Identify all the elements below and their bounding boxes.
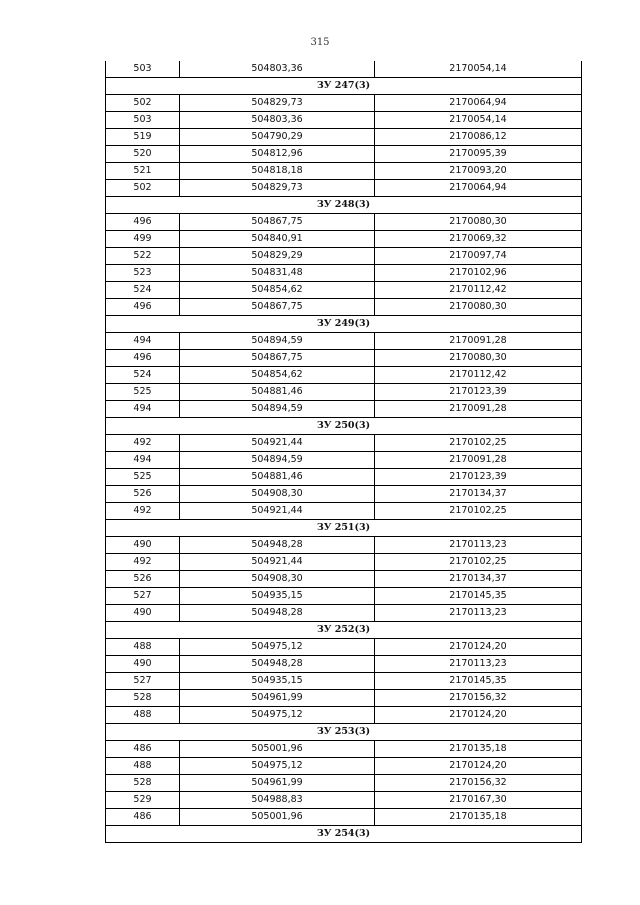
section-title: ЗУ 254(3) [106, 826, 582, 843]
point-number-cell: 488 [106, 707, 180, 724]
point-number-cell: 492 [106, 503, 180, 520]
table-row [106, 758, 582, 775]
x-coordinate-cell: 505001,96 [180, 741, 375, 758]
point-number-cell: 526 [106, 486, 180, 503]
y-coordinate-cell: 2170135,18 [375, 741, 582, 758]
x-coordinate-cell: 504921,44 [180, 435, 375, 452]
point-number-cell: 521 [106, 163, 180, 180]
point-number-cell: 526 [106, 571, 180, 588]
page-number: 315 [310, 37, 330, 48]
point-number-cell: 519 [106, 129, 180, 146]
x-coordinate-cell: 505001,96 [180, 809, 375, 826]
point-number-cell: 523 [106, 265, 180, 282]
table-row [106, 95, 582, 112]
x-coordinate-cell: 504803,36 [180, 61, 375, 78]
table-row [106, 639, 582, 656]
y-coordinate-cell: 2170102,25 [375, 435, 582, 452]
table-row [106, 265, 582, 282]
y-coordinate-cell: 2170112,42 [375, 367, 582, 384]
y-coordinate-cell: 2170123,39 [375, 469, 582, 486]
table-row [106, 163, 582, 180]
x-coordinate-cell: 504908,30 [180, 486, 375, 503]
y-coordinate-cell: 2170102,25 [375, 503, 582, 520]
x-coordinate-cell: 504988,83 [180, 792, 375, 809]
table-row [106, 435, 582, 452]
y-coordinate-cell: 2170093,20 [375, 163, 582, 180]
y-coordinate-cell: 2170054,14 [375, 112, 582, 129]
x-coordinate-cell: 504829,73 [180, 95, 375, 112]
x-coordinate-cell: 504818,18 [180, 163, 375, 180]
x-coordinate-cell: 504935,15 [180, 673, 375, 690]
point-number-cell: 527 [106, 588, 180, 605]
section-header-row [106, 316, 582, 333]
y-coordinate-cell: 2170064,94 [375, 95, 582, 112]
point-number-cell: 502 [106, 95, 180, 112]
section-title: ЗУ 247(3) [106, 78, 582, 95]
table-row [106, 571, 582, 588]
section-header-row [106, 826, 582, 843]
y-coordinate-cell: 2170156,32 [375, 775, 582, 792]
table-row [106, 503, 582, 520]
y-coordinate-cell: 2170091,28 [375, 401, 582, 418]
table-row [106, 452, 582, 469]
y-coordinate-cell: 2170102,25 [375, 554, 582, 571]
point-number-cell: 502 [106, 180, 180, 197]
table-row [106, 486, 582, 503]
table-row [106, 588, 582, 605]
x-coordinate-cell: 504961,99 [180, 775, 375, 792]
x-coordinate-cell: 504975,12 [180, 758, 375, 775]
y-coordinate-cell: 2170069,32 [375, 231, 582, 248]
point-number-cell: 499 [106, 231, 180, 248]
point-number-cell: 494 [106, 333, 180, 350]
x-coordinate-cell: 504948,28 [180, 656, 375, 673]
point-number-cell: 494 [106, 401, 180, 418]
table-row [106, 673, 582, 690]
point-number-cell: 492 [106, 554, 180, 571]
y-coordinate-cell: 2170095,39 [375, 146, 582, 163]
table-row [106, 282, 582, 299]
section-title: ЗУ 253(3) [106, 724, 582, 741]
y-coordinate-cell: 2170135,18 [375, 809, 582, 826]
point-number-cell: 488 [106, 758, 180, 775]
x-coordinate-cell: 504961,99 [180, 690, 375, 707]
point-number-cell: 520 [106, 146, 180, 163]
point-number-cell: 527 [106, 673, 180, 690]
y-coordinate-cell: 2170064,94 [375, 180, 582, 197]
table-row [106, 707, 582, 724]
table-row [106, 554, 582, 571]
y-coordinate-cell: 2170156,32 [375, 690, 582, 707]
table-row [106, 214, 582, 231]
table-row [106, 401, 582, 418]
y-coordinate-cell: 2170080,30 [375, 350, 582, 367]
x-coordinate-cell: 504948,28 [180, 605, 375, 622]
x-coordinate-cell: 504854,62 [180, 282, 375, 299]
x-coordinate-cell: 504867,75 [180, 299, 375, 316]
table-row [106, 367, 582, 384]
y-coordinate-cell: 2170091,28 [375, 333, 582, 350]
coordinates-table [105, 61, 582, 843]
section-title: ЗУ 251(3) [106, 520, 582, 537]
table-row [106, 809, 582, 826]
table-row [106, 350, 582, 367]
x-coordinate-cell: 504908,30 [180, 571, 375, 588]
y-coordinate-cell: 2170080,30 [375, 214, 582, 231]
y-coordinate-cell: 2170091,28 [375, 452, 582, 469]
y-coordinate-cell: 2170124,20 [375, 639, 582, 656]
point-number-cell: 488 [106, 639, 180, 656]
point-number-cell: 529 [106, 792, 180, 809]
x-coordinate-cell: 504975,12 [180, 707, 375, 724]
section-header-row [106, 520, 582, 537]
point-number-cell: 496 [106, 299, 180, 316]
section-title: ЗУ 249(3) [106, 316, 582, 333]
x-coordinate-cell: 504867,75 [180, 350, 375, 367]
y-coordinate-cell: 2170097,74 [375, 248, 582, 265]
table-row [106, 146, 582, 163]
section-header-row [106, 78, 582, 95]
x-coordinate-cell: 504803,36 [180, 112, 375, 129]
point-number-cell: 528 [106, 690, 180, 707]
table-row [106, 333, 582, 350]
x-coordinate-cell: 504894,59 [180, 333, 375, 350]
y-coordinate-cell: 2170134,37 [375, 486, 582, 503]
table-row [106, 384, 582, 401]
table-row [106, 231, 582, 248]
y-coordinate-cell: 2170080,30 [375, 299, 582, 316]
y-coordinate-cell: 2170086,12 [375, 129, 582, 146]
point-number-cell: 496 [106, 350, 180, 367]
x-coordinate-cell: 504790,29 [180, 129, 375, 146]
section-header-row [106, 724, 582, 741]
point-number-cell: 486 [106, 741, 180, 758]
y-coordinate-cell: 2170054,14 [375, 61, 582, 78]
y-coordinate-cell: 2170145,35 [375, 588, 582, 605]
section-title: ЗУ 250(3) [106, 418, 582, 435]
x-coordinate-cell: 504867,75 [180, 214, 375, 231]
table-row [106, 129, 582, 146]
section-header-row [106, 197, 582, 214]
table-row [106, 792, 582, 809]
x-coordinate-cell: 504975,12 [180, 639, 375, 656]
x-coordinate-cell: 504881,46 [180, 469, 375, 486]
x-coordinate-cell: 504854,62 [180, 367, 375, 384]
point-number-cell: 503 [106, 112, 180, 129]
section-header-row [106, 418, 582, 435]
y-coordinate-cell: 2170123,39 [375, 384, 582, 401]
y-coordinate-cell: 2170145,35 [375, 673, 582, 690]
section-title: ЗУ 248(3) [106, 197, 582, 214]
point-number-cell: 525 [106, 469, 180, 486]
point-number-cell: 496 [106, 214, 180, 231]
x-coordinate-cell: 504921,44 [180, 503, 375, 520]
x-coordinate-cell: 504894,59 [180, 401, 375, 418]
table-row [106, 61, 582, 78]
y-coordinate-cell: 2170134,37 [375, 571, 582, 588]
y-coordinate-cell: 2170124,20 [375, 707, 582, 724]
x-coordinate-cell: 504831,48 [180, 265, 375, 282]
table-row [106, 605, 582, 622]
table-row [106, 741, 582, 758]
point-number-cell: 524 [106, 367, 180, 384]
point-number-cell: 490 [106, 537, 180, 554]
table-row [106, 112, 582, 129]
point-number-cell: 492 [106, 435, 180, 452]
x-coordinate-cell: 504881,46 [180, 384, 375, 401]
section-title: ЗУ 252(3) [106, 622, 582, 639]
x-coordinate-cell: 504894,59 [180, 452, 375, 469]
x-coordinate-cell: 504812,96 [180, 146, 375, 163]
x-coordinate-cell: 504829,29 [180, 248, 375, 265]
table-row [106, 299, 582, 316]
y-coordinate-cell: 2170102,96 [375, 265, 582, 282]
y-coordinate-cell: 2170124,20 [375, 758, 582, 775]
point-number-cell: 490 [106, 605, 180, 622]
point-number-cell: 525 [106, 384, 180, 401]
x-coordinate-cell: 504840,91 [180, 231, 375, 248]
table-row [106, 180, 582, 197]
point-number-cell: 486 [106, 809, 180, 826]
table-row [106, 656, 582, 673]
point-number-cell: 524 [106, 282, 180, 299]
y-coordinate-cell: 2170113,23 [375, 656, 582, 673]
x-coordinate-cell: 504829,73 [180, 180, 375, 197]
x-coordinate-cell: 504948,28 [180, 537, 375, 554]
table-row [106, 248, 582, 265]
coordinates-table-body [106, 61, 582, 843]
x-coordinate-cell: 504935,15 [180, 588, 375, 605]
y-coordinate-cell: 2170113,23 [375, 537, 582, 554]
point-number-cell: 522 [106, 248, 180, 265]
section-header-row [106, 622, 582, 639]
table-row [106, 537, 582, 554]
point-number-cell: 528 [106, 775, 180, 792]
x-coordinate-cell: 504921,44 [180, 554, 375, 571]
y-coordinate-cell: 2170112,42 [375, 282, 582, 299]
table-row [106, 775, 582, 792]
table-row [106, 690, 582, 707]
point-number-cell: 503 [106, 61, 180, 78]
table-row [106, 469, 582, 486]
y-coordinate-cell: 2170113,23 [375, 605, 582, 622]
point-number-cell: 490 [106, 656, 180, 673]
y-coordinate-cell: 2170167,30 [375, 792, 582, 809]
point-number-cell: 494 [106, 452, 180, 469]
